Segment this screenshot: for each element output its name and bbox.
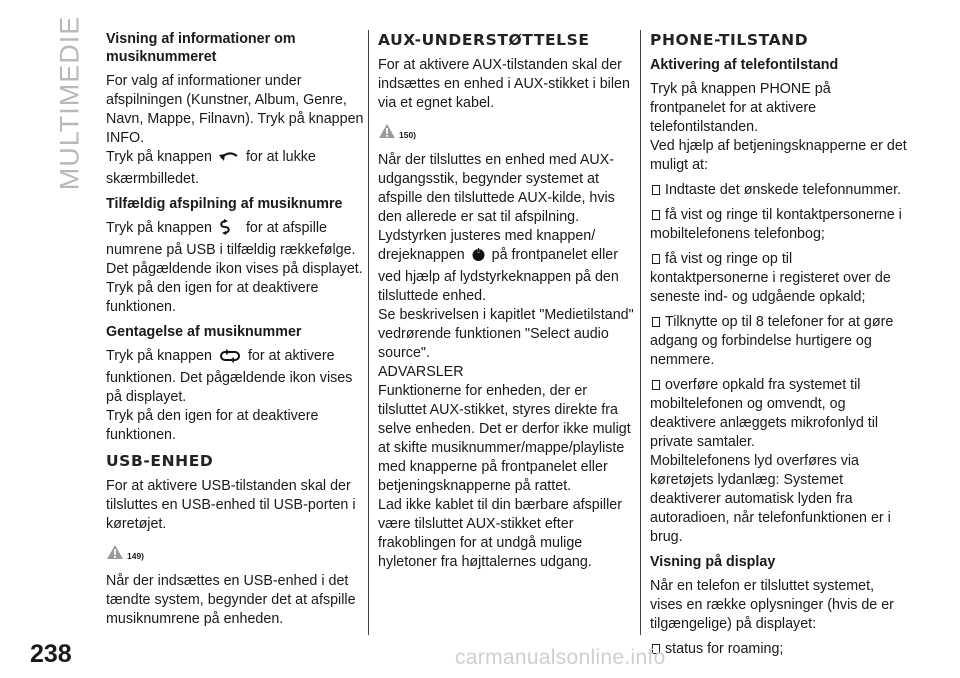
paragraph: Mobiltelefonens lyd overføres via køretøjets lydanlæg: Systemet deaktiverer automatisk lyden fra autoradioen, når telefonfunktionen er i brug. xyxy=(650,453,891,545)
column-left xyxy=(106,30,364,635)
paragraph: Tryk på den igen for at deaktivere funktionen. xyxy=(106,408,319,443)
bullet-square-icon xyxy=(652,210,660,220)
paragraph: Når der tilsluttes en enhed med AUX-udgangsstik, begynder systemet at afspille den tilsluttede AUX-kilde, hvis den allerede er sat til afspilning. xyxy=(378,152,615,225)
column-divider xyxy=(368,30,369,635)
paragraph: Funktionerne for enheden, der er tilsluttet AUX-stikket, styres direkte fra selve enheden. Det er derfor ikke muligt at skifte musiknummer/mappe/playliste med knapperne på frontpanelet eller betjeningsknapperne på rattet. xyxy=(378,383,631,494)
column-divider xyxy=(640,30,641,635)
paragraph: Tryk på knappen PHONE på frontpanelet for at aktivere telefontilstanden. xyxy=(650,81,831,135)
paragraph: Tryk på knappen for at lukke skærmbilledet. xyxy=(106,149,316,187)
paragraph: Lydstyrken justeres med knappen/ drejeknappen på frontpanelet eller ved hjælp af lydstyrkeknappen på den tilsluttede enhed. xyxy=(378,228,619,304)
list-item: Indtaste det ønskede telefonnummer. xyxy=(650,181,908,200)
heading-display: Visning på display xyxy=(650,554,776,570)
list-item: overføre opkald fra systemet til mobiltelefonen og omvendt, og deaktivere anlæggets mikrofonlyd til private samtaler. xyxy=(650,377,879,450)
paragraph: Tryk på den igen for at deaktivere funktionen. xyxy=(106,280,319,315)
heading-shuffle: Tilfældig afspilning af musiknumre xyxy=(106,196,343,212)
paragraph: Når der indsættes en USB-enhed i det tændte system, begynder det at afspille musiknumrene på enheden. xyxy=(106,573,356,627)
side-chapter-title: MULTIMEDIE xyxy=(54,15,85,191)
paragraph: Se beskrivelsen i kapitlet "Medietilstand" vedrørende funktionen "Select audio source". xyxy=(378,307,634,361)
list-item: få vist og ringe til kontaktpersonerne i mobiltelefonens telefonbog; xyxy=(650,207,902,242)
paragraph: For valg af informationer under afspilningen (Kunstner, Album, Genre, Navn, Mappe, Filnavn). Tryk på knappen INFO. xyxy=(106,73,364,146)
warning-reference: 149) xyxy=(106,544,364,566)
heading-usb: USB-ENHED xyxy=(106,452,214,470)
paragraph: Tryk på knappen for at aktivere funktionen. Det pågældende ikon vises på displayet. xyxy=(106,348,353,405)
list-item: status for roaming; xyxy=(650,640,908,659)
paragraph: Når en telefon er tilsluttet systemet, vises en række oplysninger (hvis de er tilgængelige) på displayet: xyxy=(650,578,894,632)
list-item: få vist og ringe op til kontaktpersonerne i registeret over de seneste ind- og udgående opkald; xyxy=(650,251,891,305)
power-knob-icon xyxy=(471,247,486,268)
heading-repeat: Gentagelse af musiknummer xyxy=(106,324,302,340)
bullet-square-icon xyxy=(652,317,660,327)
heading-display-info: Visning af informationer om musiknummeret xyxy=(106,31,296,65)
column-right xyxy=(650,30,908,665)
warning-triangle-icon xyxy=(106,544,124,566)
paragraph: Tryk på knappen for at afspille numrene på USB i tilfældig rækkefølge. Det pågældende ikon vises på displayet. xyxy=(106,220,363,277)
heading-phone: PHONE-TILSTAND xyxy=(650,31,809,49)
bullet-square-icon xyxy=(652,254,660,264)
paragraph: For at aktivere USB-tilstanden skal der tilsluttes en USB-enhed til USB-porten i køretøjet. xyxy=(106,478,356,532)
paragraph: ADVARSLER xyxy=(378,364,464,380)
paragraph: Lad ikke kablet til din bærbare afspiller være tilsluttet AUX-stikket efter frakoblingen for at undgå mulige hyletoner fra højttalernes udgang. xyxy=(378,497,622,570)
bullet-square-icon xyxy=(652,380,660,390)
list-item: Tilknytte op til 8 telefoner for at gøre adgang og forbindelse hurtigere og nemmere. xyxy=(650,314,894,368)
bullet-square-icon xyxy=(652,185,660,195)
column-middle xyxy=(378,30,636,578)
warning-triangle-icon xyxy=(378,123,396,145)
watermark: carmanualsonline.info xyxy=(455,646,666,669)
paragraph: For at aktivere AUX-tilstanden skal der indsættes en enhed i AUX-stikket i bilen via et egnet kabel. xyxy=(378,57,630,111)
heading-activation: Aktivering af telefontilstand xyxy=(650,57,839,73)
page-number: 238 xyxy=(30,640,72,668)
paragraph: Ved hjælp af betjeningsknapperne er det muligt at: xyxy=(650,138,907,173)
back-arrow-icon xyxy=(218,150,240,170)
warning-reference: 150) xyxy=(378,123,636,145)
shuffle-icon xyxy=(218,219,240,241)
repeat-icon xyxy=(218,349,242,369)
heading-aux: AUX-UNDERSTØTTELSE xyxy=(378,31,590,49)
